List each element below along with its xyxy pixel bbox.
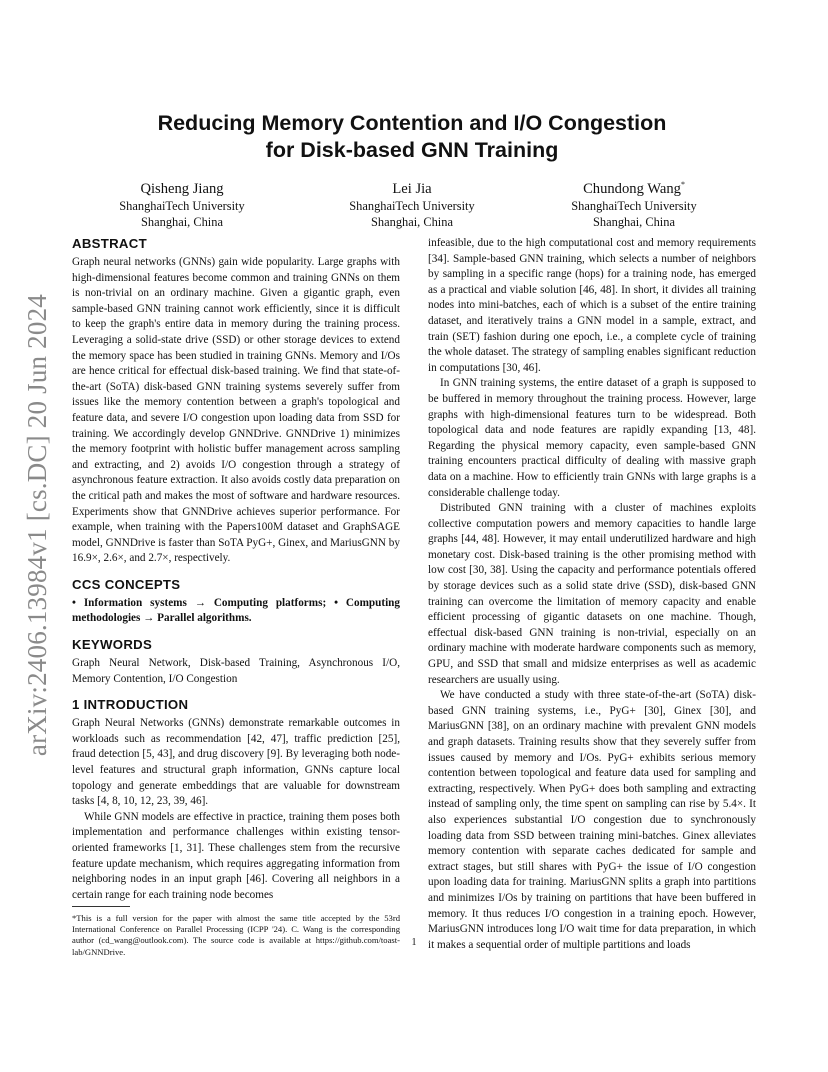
arxiv-identifier-text: arXiv:2406.13984v1 [cs.DC] 20 Jun 2024 [21, 293, 52, 757]
author-block [72, 176, 752, 229]
body-paragraph: In GNN training systems, the entire dataset of a graph is supposed to be buffered in memory throughout the training process. However, large graphs with high-dimensional features turn to be widespread. Both topological data and node features are rapidly expanding [13, 48]. Regarding the physical memory capacity, even sample-based GNN training encounters practical difficulty of dealing with massive graph data on a machine. How to efficiently train GNNs with large graphs is a considerable challenge today. [428, 377, 756, 499]
author-affiliation: ShanghaiTech University [349, 198, 475, 213]
body-paragraph: infeasible, due to the high computational cost and memory requirements [34]. Sample-based GNN training, which selects a number of neighbors by sampling in a specific range (hops) for a training node, has emerged as a practical and viable solution [46, 48]. In short, it divides all training nodes into mini-batches, each of which is a subset of the entire training dataset, and iteratively trains a GNN model in a sample, extract, and train (SET) fashion during one epoch, i.e., a complete cycle of training the whole dataset. The strategy of sampling enables significant reduction in computations [30, 46]. [428, 237, 756, 374]
left-column [72, 236, 400, 903]
page-number: 1 [411, 937, 417, 948]
arxiv-identifier-stamp [12, 290, 62, 760]
footnote: *This is a full version for the paper with almost the same title accepted by the 53rd International Conference on Parallel Processing (ICPP '24). C. Wang is the corresponding author (cd_wang@outlook.com). The source code is available at https://github.com/toast-lab/GNNDrive. [72, 913, 400, 957]
author-1 [72, 176, 292, 230]
body-paragraph: We have conducted a study with three state-of-the-art (SoTA) disk-based GNN training systems, i.e., PyG+ [30], Ginex [30], and MariusGNN [38], on an ordinary machine with prevalent GNN models and graph datasets. Training results show that they severely suffer from issues caused by memory and I/Os. PyG+ exhibits serious memory contention between topological and feature data used for sampling and extracting, respectively. When PyG+ does both sampling and extracting instead of sampling only, the time spent on sampling can rise by 5.4×. It also experiences substantial I/O congestion due to synchronously loading data from SSD between training mini-batches. Ginex alleviates memory contention with separate caches dedicated for sample and extract stages, but still shares with PyG+ the issue of I/O congestion upon loading data for training. MariusGNN splits a graph into partitions and minimizes I/Os by training on partitions that have been buffered in memory. It thus reduces I/O congestion in a training epoch. However, MariusGNN introduces long I/O wait time for data preparation, in which it makes a sequential order of multiple partitions and loads [428, 689, 756, 951]
footnote-rule [72, 906, 130, 907]
author-affiliation: ShanghaiTech University [571, 198, 697, 213]
paper-title-line-2: for Disk-based GNN Training [265, 138, 559, 162]
paper-title [72, 110, 752, 164]
author-2 [302, 176, 522, 230]
body-paragraph: Distributed GNN training with a cluster of machines exploits collective computation powers and memory capacities to handle large graphs [44, 48]. However, it may entail underutilized hardware and high monetary cost. Disk-based training is the other promising method with low cost [30, 38]. Using the capacity and performance potentials offered by storage devices such as a solid state drive (SSD), disk-based GNN training can overcome the limitation of memory capacity and enable efficient processing of gigantic datasets on one machine. Though, effectual disk-based GNN training is non-trivial, especially on an ordinary machine with moderate hardware components such as memory, GPU, and SSD that small and midsize enterprises as well as academic researchers are usually using. [428, 502, 756, 686]
keywords-text: Graph Neural Network, Disk-based Training, Asynchronous I/O, Memory Contention, I/O Congestion [72, 657, 400, 685]
author-affiliation: ShanghaiTech University [119, 198, 245, 213]
abstract-text: Graph neural networks (GNNs) gain wide popularity. Large graphs with high-dimensional features become common and training GNNs on them is non-trivial on an ordinary machine. Given a gigantic graph, even sample-based GNN training cannot work efficiently, since it is difficult to keep the graph's entire data in memory during the training process. Leveraging a solid-state drive (SSD) or other storage devices to extend the memory space has been studied in training GNNs. Memory and I/Os are hence critical for effectual disk-based training. We find that state-of-the-art (SoTA) disk-based GNN training systems severely suffer from issues like the memory contention between a graph's topological and feature data, and severe I/O congestion upon loading data from SSD for training. We accordingly develop GNNDrive. GNNDrive 1) minimizes the memory footprint with holistic buffer management across sampling and extracting, and 2) avoids I/O congestion through a strategy of asynchronous feature extraction. It also avoids costly data preparation on the critical path and makes the most of software and hardware resources. Experiments show that GNNDrive achieves superior performance. For example, when training with the Papers100M dataset and GraphSAGE model, GNNDrive is faster than SoTA PyG+, Ginex, and MariusGNN by 16.9×, 2.6×, and 2.7×, respectively. [72, 256, 400, 565]
author-name: Lei Jia [392, 180, 432, 197]
abstract-heading: ABSTRACT [72, 236, 147, 251]
author-location: Shanghai, China [371, 214, 453, 229]
keywords-heading: KEYWORDS [72, 637, 153, 653]
introduction-paragraph: While GNN models are effective in practice, training them poses both implementation and performance challenges within existing tensor-oriented frameworks [1, 31]. These challenges stem from the recursive feature update mechanism, which requires aggregating information from neighboring nodes in an input graph [46]. Covering all neighbors in a certain range for each training node becomes [72, 810, 400, 901]
author-location: Shanghai, China [593, 214, 675, 229]
author-name: Qisheng Jiang [140, 180, 224, 197]
author-name: Chundong Wang* [583, 180, 685, 197]
author-3 [524, 176, 744, 230]
ccs-concepts-heading: CCS CONCEPTS [72, 576, 181, 592]
author-location: Shanghai, China [141, 214, 223, 229]
paper-title-line-1: Reducing Memory Contention and I/O Congestion [157, 111, 667, 135]
right-column [428, 236, 756, 953]
ccs-concepts-text: • Information systems → Computing platforms; • Computing methodologies → Parallel algorithms. [72, 596, 400, 625]
introduction-heading: 1 INTRODUCTION [72, 697, 189, 713]
introduction-paragraph: Graph Neural Networks (GNNs) demonstrate remarkable outcomes in workloads such as recommendation [42, 47], traffic prediction [25], fraud detection [5, 43], and drug discovery [9]. By leveraging both node-level features and structural graph information, GNNs capture local topology and generate embeddings that are valuable for downstream tasks [4, 8, 10, 12, 23, 39, 46]. [72, 717, 400, 808]
